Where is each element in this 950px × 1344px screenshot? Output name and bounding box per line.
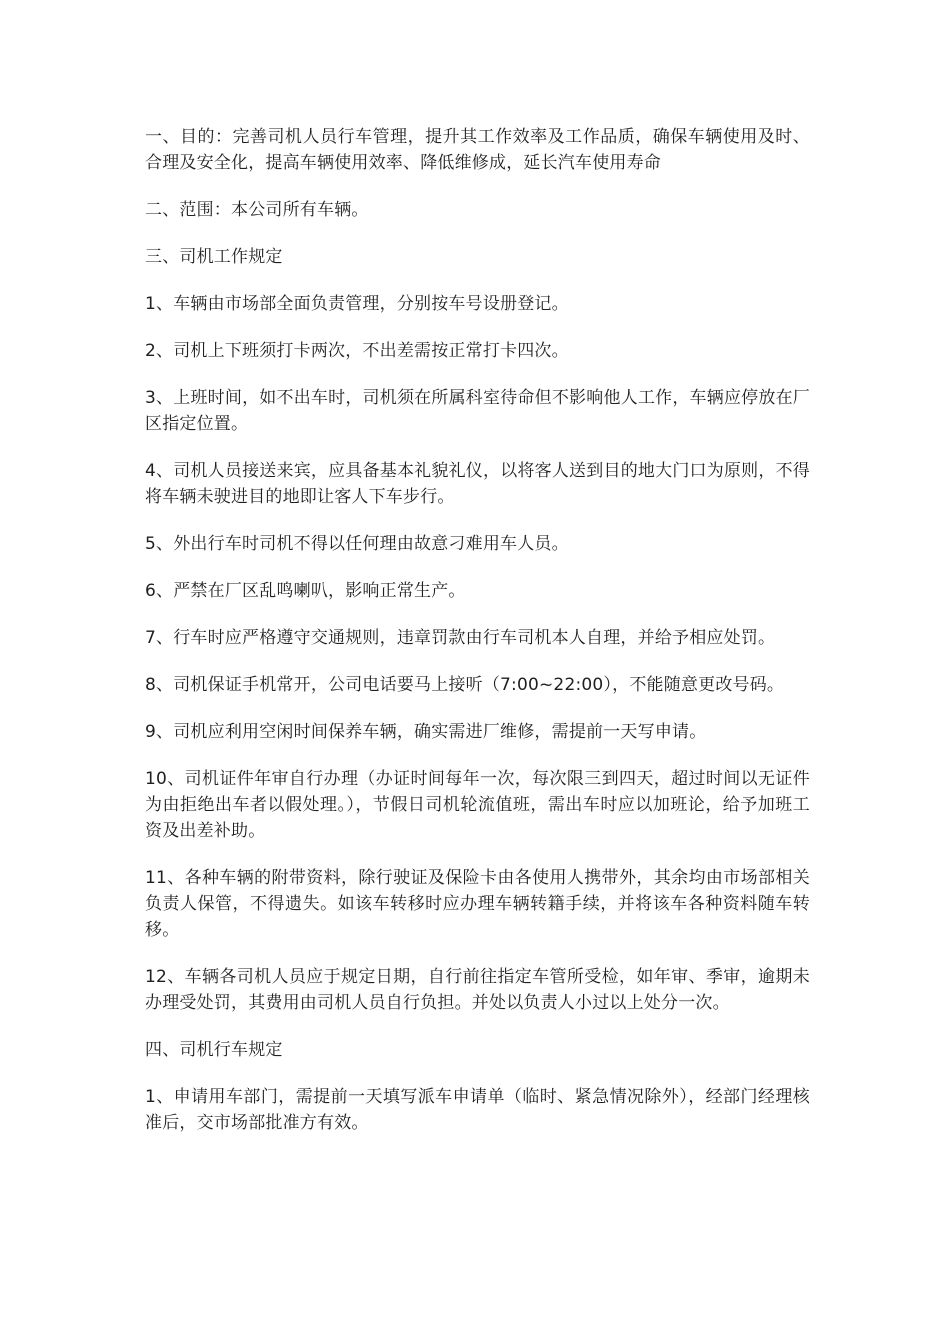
section-heading-driver-work-rules: 三、司机工作规定 (145, 247, 283, 267)
section-heading-driving-rules: 四、司机行车规定 (145, 1040, 283, 1060)
rule-item: 8、司机保证手机常开，公司电话要马上接听（7:00~22:00），不能随意更改号码。 (145, 675, 785, 695)
rule-item: 10、司机证件年审自行办理（办证时间每年一次，每次限三到四天，超过时间以无证件为由拒绝出车者以假处理。），节假日司机轮流值班，需出车时应以加班论，给予加班工资及出差补助。 (145, 769, 810, 841)
rule-item: 11、各种车辆的附带资料，除行驶证及保险卡由各使用人携带外，其余均由市场部相关负责人保管，不得遗失。如该车转移时应办理车辆转籍手续，并将该车各种资料随车转移。 (145, 868, 810, 940)
rule-item: 12、车辆各司机人员应于规定日期，自行前往指定车管所受检，如年审、季审，逾期未办理受处罚，其费用由司机人员自行负担。并处以负责人小过以上处分一次。 (145, 967, 810, 1013)
rule-item: 7、行车时应严格遵守交通规则，违章罚款由行车司机本人自理，并给予相应处罚。 (145, 628, 776, 648)
rule-item: 6、严禁在厂区乱鸣喇叭，影响正常生产。 (145, 581, 466, 601)
rule-item: 5、外出行车时司机不得以任何理由故意刁难用车人员。 (145, 534, 569, 554)
paragraph-scope: 二、范围：本公司所有车辆。 (145, 200, 369, 220)
paragraph-purpose: 一、目的：完善司机人员行车管理，提升其工作效率及工作品质，确保车辆使用及时、合理及安全化，提高车辆使用效率、降低维修成，延长汽车使用寿命 (145, 127, 810, 173)
document-body (145, 124, 810, 1157)
rule-item: 3、上班时间，如不出车时，司机须在所属科室待命但不影响他人工作，车辆应停放在厂区指定位置。 (145, 388, 810, 434)
rule-item: 4、司机人员接送来宾，应具备基本礼貌礼仪，以将客人送到目的地大门口为原则，不得将车辆未驶进目的地即让客人下车步行。 (145, 461, 810, 507)
rule-item: 1、申请用车部门，需提前一天填写派车申请单（临时、紧急情况除外），经部门经理核准后，交市场部批准方有效。 (145, 1087, 810, 1133)
rule-item: 2、司机上下班须打卡两次，不出差需按正常打卡四次。 (145, 341, 569, 361)
rule-item: 1、车辆由市场部全面负责管理，分别按车号设册登记。 (145, 294, 569, 314)
rule-item: 9、司机应利用空闲时间保养车辆，确实需进厂维修，需提前一天写申请。 (145, 722, 707, 742)
